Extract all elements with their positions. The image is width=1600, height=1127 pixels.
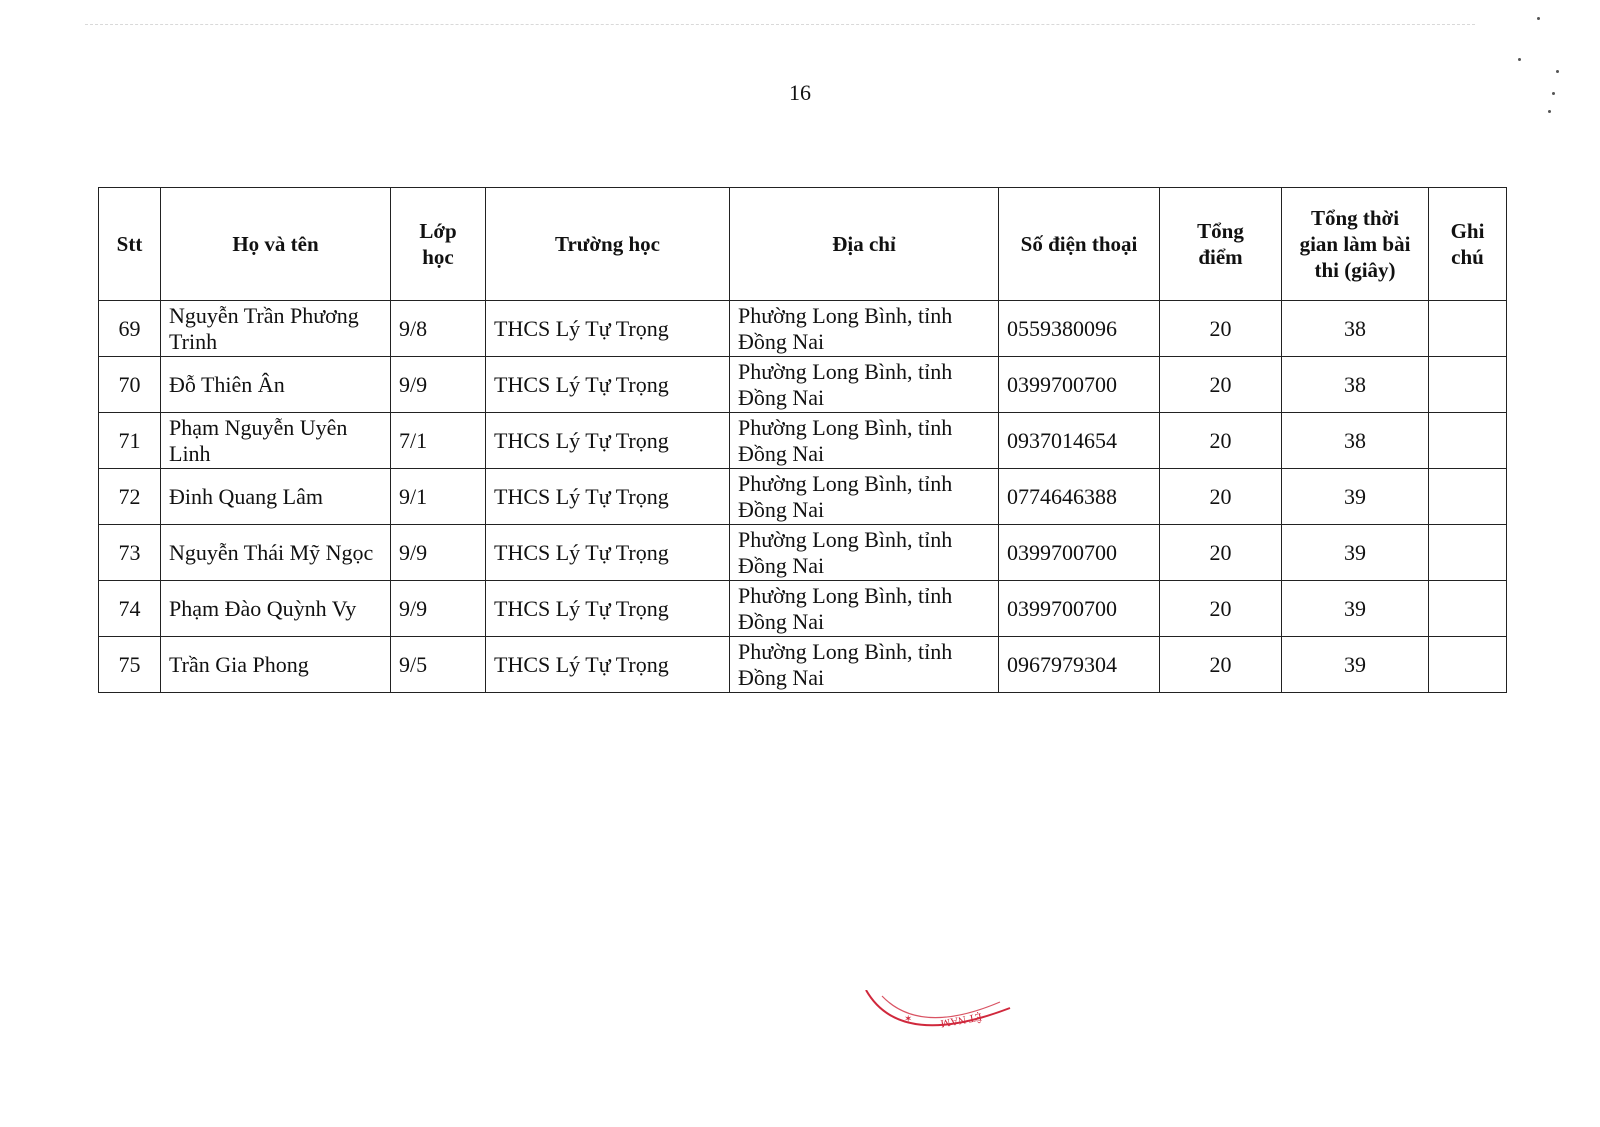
cell-note [1429, 637, 1507, 693]
table-row [99, 301, 1507, 357]
cell-name: Phạm Nguyễn Uyên Linh [161, 413, 391, 469]
cell-class: 9/8 [391, 301, 486, 357]
cell-phone: 0937014654 [999, 413, 1160, 469]
cell-school: THCS Lý Tự Trọng [486, 357, 730, 413]
cell-note [1429, 525, 1507, 581]
cell-school: THCS Lý Tự Trọng [486, 637, 730, 693]
cell-time: 39 [1282, 469, 1429, 525]
cell-class: 9/9 [391, 357, 486, 413]
cell-score: 20 [1160, 357, 1282, 413]
cell-time: 39 [1282, 581, 1429, 637]
scan-speck [1537, 17, 1540, 20]
scan-edge-line [85, 24, 1475, 25]
table-header-row [99, 188, 1507, 301]
cell-score: 20 [1160, 301, 1282, 357]
cell-stt: 70 [99, 357, 161, 413]
cell-name: Nguyễn Thái Mỹ Ngọc [161, 525, 391, 581]
cell-name: Đinh Quang Lâm [161, 469, 391, 525]
table-row [99, 413, 1507, 469]
cell-address: Phường Long Bình, tỉnh Đồng Nai [730, 357, 999, 413]
red-seal-stamp [860, 990, 1030, 1060]
cell-note [1429, 357, 1507, 413]
cell-name: Trần Gia Phong [161, 637, 391, 693]
cell-school: THCS Lý Tự Trọng [486, 581, 730, 637]
cell-address: Phường Long Bình, tỉnh Đồng Nai [730, 469, 999, 525]
cell-time: 38 [1282, 413, 1429, 469]
header-school: Trường học [486, 188, 730, 301]
cell-time: 39 [1282, 637, 1429, 693]
cell-phone: 0399700700 [999, 357, 1160, 413]
results-table [98, 187, 1507, 693]
table-row [99, 581, 1507, 637]
cell-class: 9/1 [391, 469, 486, 525]
cell-class: 9/9 [391, 525, 486, 581]
cell-school: THCS Lý Tự Trọng [486, 413, 730, 469]
cell-time: 38 [1282, 301, 1429, 357]
cell-name: Phạm Đào Quỳnh Vy [161, 581, 391, 637]
header-time: Tổng thời gian làm bài thi (giây) [1282, 188, 1429, 301]
cell-score: 20 [1160, 581, 1282, 637]
stamp-text: ỆT NAM [939, 1010, 983, 1030]
cell-score: 20 [1160, 413, 1282, 469]
cell-stt: 71 [99, 413, 161, 469]
cell-class: 9/9 [391, 581, 486, 637]
cell-school: THCS Lý Tự Trọng [486, 469, 730, 525]
cell-stt: 69 [99, 301, 161, 357]
cell-phone: 0967979304 [999, 637, 1160, 693]
cell-note [1429, 469, 1507, 525]
cell-name: Đỗ Thiên Ân [161, 357, 391, 413]
page-number: 16 [789, 80, 811, 105]
header-name: Họ và tên [161, 188, 391, 301]
header-class: Lớp học [391, 188, 486, 301]
table-row [99, 357, 1507, 413]
cell-name: Nguyễn Trần Phương Trinh [161, 301, 391, 357]
cell-phone: 0774646388 [999, 469, 1160, 525]
scan-speck [1556, 70, 1559, 73]
cell-score: 20 [1160, 469, 1282, 525]
cell-score: 20 [1160, 525, 1282, 581]
table-row [99, 525, 1507, 581]
table-row [99, 637, 1507, 693]
cell-phone: 0399700700 [999, 525, 1160, 581]
cell-time: 38 [1282, 357, 1429, 413]
cell-address: Phường Long Bình, tỉnh Đồng Nai [730, 301, 999, 357]
scan-speck [1518, 58, 1521, 61]
header-note: Ghi chú [1429, 188, 1507, 301]
header-score: Tổng điểm [1160, 188, 1282, 301]
cell-address: Phường Long Bình, tỉnh Đồng Nai [730, 413, 999, 469]
header-phone: Số điện thoại [999, 188, 1160, 301]
cell-note [1429, 301, 1507, 357]
cell-school: THCS Lý Tự Trọng [486, 301, 730, 357]
cell-note [1429, 413, 1507, 469]
cell-phone: 0399700700 [999, 581, 1160, 637]
cell-address: Phường Long Bình, tỉnh Đồng Nai [730, 581, 999, 637]
cell-stt: 75 [99, 637, 161, 693]
scan-speck [1552, 92, 1555, 95]
cell-phone: 0559380096 [999, 301, 1160, 357]
cell-stt: 74 [99, 581, 161, 637]
cell-school: THCS Lý Tự Trọng [486, 525, 730, 581]
cell-score: 20 [1160, 637, 1282, 693]
header-address: Địa chỉ [730, 188, 999, 301]
stamp-outer-arc [866, 990, 1010, 1025]
header-stt: Stt [99, 188, 161, 301]
cell-class: 7/1 [391, 413, 486, 469]
cell-note [1429, 581, 1507, 637]
stamp-star-icon: ✶ [904, 1014, 913, 1025]
scan-speck [1548, 110, 1551, 113]
cell-address: Phường Long Bình, tỉnh Đồng Nai [730, 637, 999, 693]
table-row [99, 469, 1507, 525]
cell-address: Phường Long Bình, tỉnh Đồng Nai [730, 525, 999, 581]
cell-class: 9/5 [391, 637, 486, 693]
cell-stt: 73 [99, 525, 161, 581]
cell-stt: 72 [99, 469, 161, 525]
cell-time: 39 [1282, 525, 1429, 581]
